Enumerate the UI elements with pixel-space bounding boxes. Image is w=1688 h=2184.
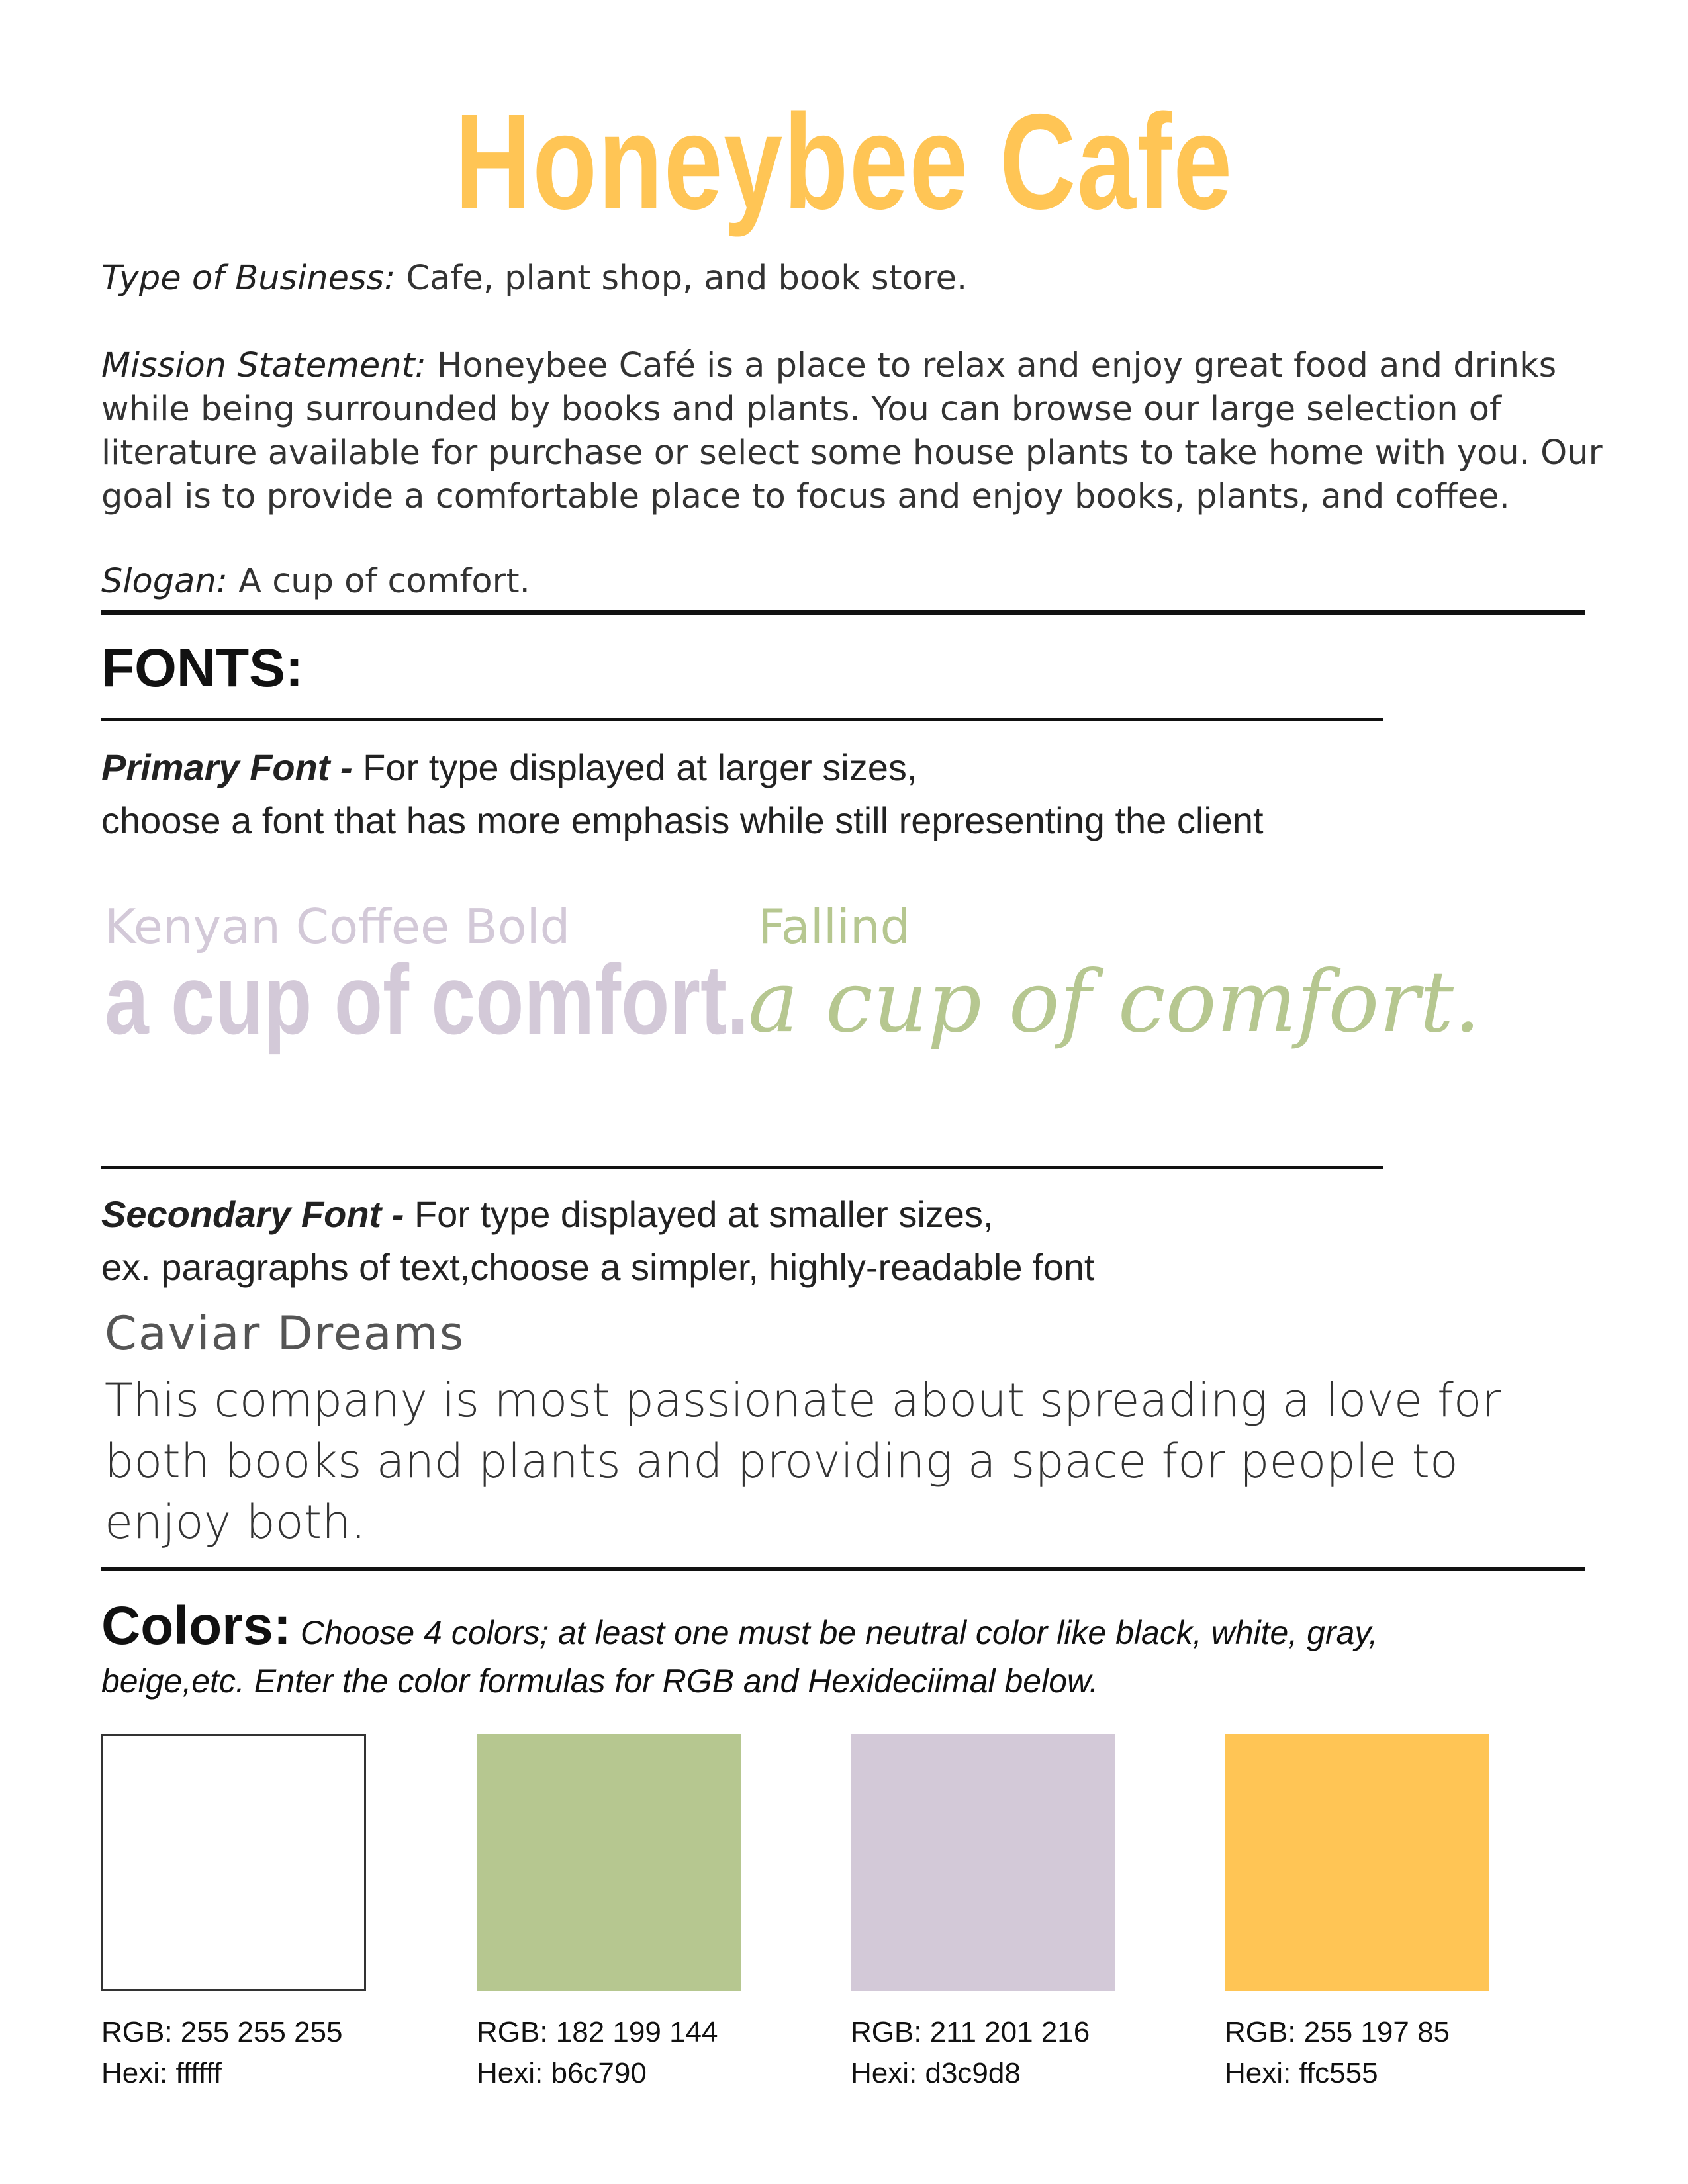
hex-value: Hexi: ffc555 — [1225, 2057, 1378, 2089]
business-type — [101, 257, 1604, 300]
fallind-sample: a cup of comfort. — [748, 953, 1481, 1052]
kenyan-coffee-sample: a cup of comfort. — [105, 944, 749, 1055]
caviar-dreams-font-name: Caviar Dreams — [105, 1306, 465, 1361]
hex-value: Hexi: d3c9d8 — [851, 2057, 1021, 2089]
page-title: Honeybee Cafe — [455, 86, 1233, 238]
colors-heading: Colors: — [101, 1596, 291, 1656]
rgb-value: RGB: 211 201 216 — [851, 2016, 1090, 2048]
fonts-heading: FONTS: — [101, 638, 304, 698]
rgb-value: RGB: 255 255 255 — [101, 2016, 343, 2048]
slogan-value: A cup of comfort. — [227, 562, 530, 601]
section-divider — [101, 610, 1585, 615]
rgb-value: RGB: 255 197 85 — [1225, 2016, 1450, 2048]
mission-label: Mission Statement: — [101, 346, 426, 385]
colors-divider — [101, 1567, 1585, 1571]
secondary-font-line2: ex. paragraphs of text,choose a simpler, highly-readable font — [101, 1246, 1095, 1288]
hex-value: Hexi: ffffff — [101, 2057, 222, 2089]
secondary-font-line1: For type displayed at smaller sizes, — [414, 1193, 994, 1235]
primary-font-description — [101, 741, 917, 794]
color-swatch-green — [477, 1734, 741, 1991]
mission-value: Honeybee Café is a place to relax and enjoy great food and drinks while being surrounded by books and plants. You can browse our large selection of literature available for purchase or select some house plants to take home with you. Our goal is to provide a comfortable place to focus and enjoy books, plants, and coffee. — [101, 346, 1603, 516]
mission-statement — [101, 344, 1604, 519]
primary-font-line2: choose a font that has more emphasis while still representing the client — [101, 799, 1264, 841]
secondary-font-label: Secondary Font - — [101, 1193, 414, 1235]
slogan-label: Slogan: — [101, 562, 228, 601]
colors-heading-line — [101, 1595, 1591, 1657]
kenyan-coffee-font-name: Kenyan Coffee Bold — [105, 899, 571, 954]
color-swatch-yellow — [1225, 1734, 1489, 1991]
color-swatch-white — [101, 1734, 366, 1991]
color-label-yellow — [1225, 2012, 1450, 2094]
color-swatch-lavender — [851, 1734, 1115, 1991]
primary-font-label: Primary Font - — [101, 747, 363, 788]
color-label-white — [101, 2012, 342, 2094]
secondary-font-description — [101, 1188, 994, 1241]
secondary-font-divider — [101, 1166, 1383, 1169]
primary-font-line1: For type displayed at larger sizes, — [363, 747, 917, 788]
color-label-lavender — [851, 2012, 1090, 2094]
business-type-label: Type of Business: — [101, 259, 396, 298]
colors-note-line2: beige,etc. Enter the color formulas for RGB and Hexideciimal below. — [101, 1662, 1099, 1700]
hex-value: Hexi: b6c790 — [477, 2057, 647, 2089]
business-type-value: Cafe, plant shop, and book store. — [395, 259, 968, 298]
slogan — [101, 560, 1604, 604]
rgb-value: RGB: 182 199 144 — [477, 2016, 718, 2048]
color-label-green — [477, 2012, 718, 2094]
colors-note-line1: Choose 4 colors; at least one must be neutral color like black, white, gray, — [291, 1614, 1378, 1651]
caviar-dreams-sample: This company is most passionate about spreading a love for both books and plants and providing a space for people to enjoy both. — [105, 1373, 1501, 1549]
primary-font-divider — [101, 718, 1383, 721]
fallind-font-name: Fallind — [758, 899, 911, 954]
